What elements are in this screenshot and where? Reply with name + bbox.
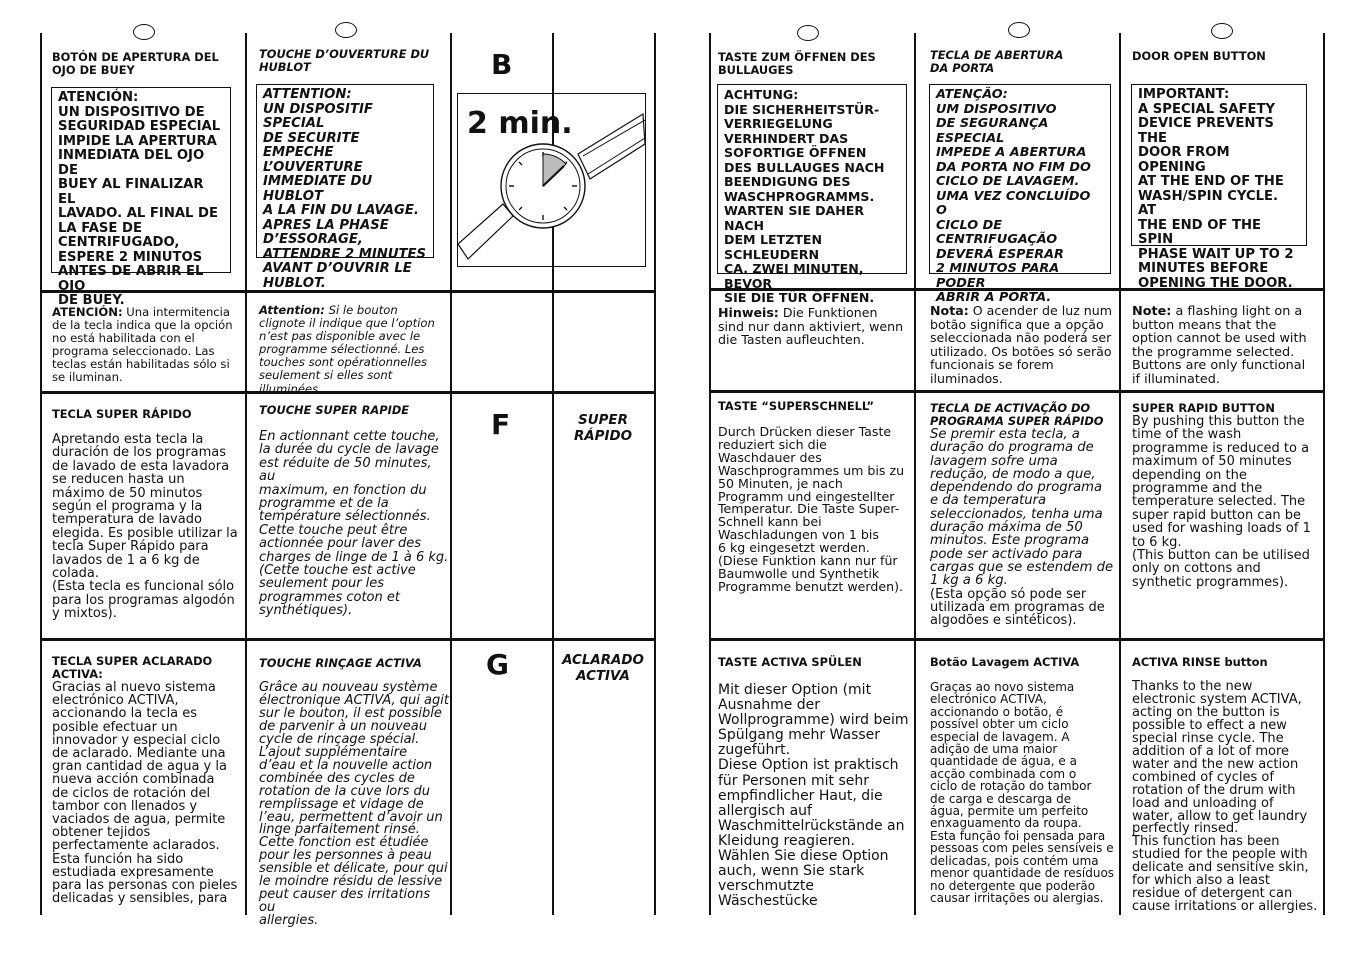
de-super-rapid-heading: TASTE “SUPERSCHNELL” bbox=[718, 399, 874, 413]
en-activa-section bbox=[1132, 656, 1320, 914]
es-super-rapid-text: Apretando esta tecla la duración de los programas de lavado de esta lavadora se reducen hasta un máximo de 50 minutos según el programa y la temperatura de lavado elegida. Es posible utilizar la tecla Super Rápido para lavados de 1 a 6 kg de colada. (Esta tecla es funcional sólo para los programas algodón y mixtos). bbox=[52, 432, 238, 622]
pt-activa-text: Graças ao novo sistema electrónico ACTIVA, accionando o botão, é possível obter um ciclo especial de lavagem. A adição de uma maior quantidade de água, e a acção combinada com o ciclo de rotação do tambor de carga e descarga de água, permite um perfeito enxaguamento da roupa. Esta função foi pensada para pessoas com peles sensíveis e delicadas, pois contém uma menor quantidade de resíduos no detergente que poderão causar irritações ou alergias. bbox=[930, 680, 1115, 905]
activa-rinse-button-label: ACLARADO ACTIVA bbox=[562, 653, 644, 684]
language-marker-circle bbox=[1008, 22, 1030, 38]
watch-icon bbox=[458, 94, 645, 266]
watch-illustration-frame bbox=[457, 93, 646, 267]
language-marker-circle bbox=[1211, 23, 1233, 39]
pt-note-text: O acender de luz num botão significa que a opção seleccionada não poderá ser utilizado. Os botões só serão funcionais se forem iluminados. bbox=[930, 303, 1113, 386]
de-super-rapid-text: Durch Drücken dieser Taste reduziert sich die Waschdauer des Waschprogrammes um bis zu 50 Minuten, je nach Programm und eingestellter Temperatur. Die Taste Super- Schnell kann bei Waschladungen von 1 bis 6 kg eingesetzt werden. (Diese Funktion kann nur für Baumwolle und Synthetik Programme benutzt werden). bbox=[718, 424, 905, 594]
fr-door-warning-box: ATTENTION: UN DISPOSITIF SPECIAL DE SECURITE EMPECHE L’OUVERTURE IMMEDIATE DU HUBLOT A LA FIN DU LAVAGE. APRES LA PHASE D’ESSORAGE, ATTENDRE 2 MINUTES AVANT D’OUVRIR LE HUBLOT. bbox=[256, 84, 434, 258]
button-letter-b: B bbox=[491, 48, 513, 81]
column-divider bbox=[1119, 33, 1121, 915]
fr-note-text: Si le bouton clignote il indique que l’option n’est pas disponible avec le programme sélectionné. Les touches sont opérationnelles seulement si elles sont illuminées. bbox=[259, 303, 435, 396]
de-activa-text: Mit dieser Option (mit Ausnahme der Wollprogramme) wird beim Spülgang mehr Wasser zugeführt. Diese Option ist praktisch für Personen mit sehr empfindlicher Haut, die allergisch auf Waschmittelrückstände an Kleidung reagieren. Wählen Sie diese Option auch, wenn Sie stark verschmutzte Wäschestücke bbox=[718, 682, 909, 910]
es-activa-text: Gracias al nuevo sistema electrónico ACTIVA, accionando la tecla es posible efectuar un innovador y especial ciclo de aclarado. Mediante una gran cantidad de agua y la nueva acción combinada de ciclos de rotación del tambor con llenados y vaciados de agua, permite obtener tejidos perfectamente aclarados. Esta función ha sido estudiada expresamente para las personas con pieles delicadas y sensibles, para bbox=[52, 680, 238, 907]
column-divider bbox=[450, 33, 452, 915]
de-door-heading: TASTE ZUM ÖFFNEN DES BULLAUGES bbox=[718, 50, 876, 77]
fr-activa-heading: TOUCHE RINÇAGE ACTIVA bbox=[259, 656, 422, 670]
pt-activa-section bbox=[930, 656, 1116, 904]
row-divider bbox=[40, 290, 656, 293]
en-activa-text: Thanks to the new electronic system ACTIVA, acting on the button is possible to effect a new special rinse cycle. The addition of a lot of more water and the new action combined of cycles of rotation of the drum with load and unloading of water, allow to get laundry perfectly rinsed. This function has been studied for the people with delicate and sensitive skin, for which also a least residue of detergent can cause irritations or allergies. bbox=[1132, 679, 1318, 915]
de-activa-section bbox=[718, 656, 912, 909]
de-note-label: Hinweis: bbox=[718, 305, 779, 320]
button-letter-g: G bbox=[486, 648, 509, 681]
en-super-rapid-heading: SUPER RAPID BUTTON bbox=[1132, 401, 1275, 415]
column-divider bbox=[1323, 33, 1325, 915]
row-divider bbox=[709, 638, 1325, 641]
es-door-section bbox=[52, 51, 237, 77]
column-divider bbox=[245, 33, 247, 915]
pt-super-rapid-note: (Esta opção só pode ser utilizada em programas de algodões e sintéticos). bbox=[930, 586, 1105, 629]
de-note bbox=[718, 306, 904, 347]
en-door-heading: DOOR OPEN BUTTON bbox=[1132, 49, 1266, 63]
es-door-warning-box: ATENCIÓN: UN DISPOSITIVO DE SEGURIDAD ESPECIAL IMPIDE LA APERTURA INMEDIATA DEL OJO DE BUEY AL FINALIZAR EL LAVADO. AL FINAL DE LA FASE DE CENTRIFUGADO, ESPERE 2 MINUTOS ANTES DE ABRIR EL OJO DE BUEY. bbox=[51, 87, 231, 273]
es-activa-section bbox=[52, 655, 242, 905]
fr-super-rapid-text: En actionnant cette touche, la durée du cycle de lavage est réduite de 50 minutes, au maximum, en fonction du programme et de la température sélectionnés. Cette touche peut être actionnée pour laver des charges de linge de 1 à 6 kg. (Cette touche est active seulement pour les programmes coton et synthétiques). bbox=[259, 429, 449, 619]
column-divider bbox=[914, 33, 916, 915]
es-note bbox=[52, 306, 234, 385]
en-super-rapid-section bbox=[1132, 402, 1320, 589]
column-divider bbox=[654, 33, 656, 915]
fr-note-label: Attention: bbox=[259, 303, 325, 317]
de-activa-heading: TASTE ACTIVA SPÜLEN bbox=[718, 655, 862, 669]
watch-time-label: 2 min. bbox=[467, 106, 573, 141]
es-note-text: Una intermitencia de la tecla indica que la opción no está habilitada con el programa seleccionado. Las teclas están habilitadas sólo si se iluminan. bbox=[52, 305, 233, 385]
es-door-heading: BOTÓN DE APERTURA DEL OJO DE BUEY bbox=[52, 50, 219, 77]
button-letter-f: F bbox=[491, 408, 511, 441]
en-door-warning-box: IMPORTANT: A SPECIAL SAFETY DEVICE PREVENTS THE DOOR FROM OPENING AT THE END OF THE WASH/SPIN CYCLE. AT THE END OF THE SPIN PHASE WAIT UP TO 2 MINUTES BEFORE OPENING THE DOOR. bbox=[1131, 84, 1307, 246]
fr-activa-section bbox=[259, 657, 449, 928]
pt-door-warning-box: ATENÇÃO: UM DISPOSITIVO DE SEGURANÇA ESPECIAL IMPEDE A ABERTURA DA PORTA NO FIM DO CICLO DE LAVAGEM. UMA VEZ CONCLUÍDO O CICLO DE CENTRIFUGAÇÃO DEVERÁ ESPERAR 2 MINUTOS PARA PODER ABRIR A PORTA. bbox=[929, 84, 1111, 274]
en-super-rapid-text: By pushing this button the time of the wash programme is reduced to a maximum of 50 minutes depending on the programme and the temperature selected. The super rapid button can be used for washing loads of 1 to 6 kg. (This button can be utilised only on cottons and synthetic programmes). bbox=[1132, 414, 1311, 590]
de-door-section bbox=[718, 51, 908, 77]
pt-super-rapid-heading: TECLA DE ACTIVAÇÃO DO PROGRAMA SUPER RÁPIDO bbox=[930, 401, 1104, 428]
es-activa-heading: TECLA SUPER ACLARADO ACTIVA: bbox=[52, 654, 213, 681]
en-note-label: Note: bbox=[1132, 304, 1172, 319]
language-marker-circle bbox=[133, 24, 155, 40]
en-note bbox=[1132, 305, 1316, 386]
en-door-section bbox=[1132, 50, 1317, 63]
en-note-text: a flashing light on a button means that the option cannot be used with the programme selected. Buttons are only functional if illuminated. bbox=[1132, 304, 1307, 387]
pt-door-heading: TECLA DE ABERTURA DA PORTA bbox=[930, 48, 1064, 75]
es-super-rapid-heading: TECLA SUPER RÁPIDO bbox=[52, 407, 192, 421]
fr-super-rapid-section bbox=[259, 404, 449, 618]
pt-door-section bbox=[930, 49, 1115, 75]
column-divider bbox=[709, 33, 711, 915]
pt-note bbox=[930, 304, 1114, 386]
en-activa-heading: ACTIVA RINSE button bbox=[1132, 655, 1268, 669]
super-rapid-button-label: SUPER RÁPIDO bbox=[574, 413, 632, 444]
pt-note-label: Nota: bbox=[930, 303, 969, 318]
pt-super-rapid-section bbox=[930, 402, 1116, 628]
de-super-rapid-section bbox=[718, 400, 912, 594]
es-note-label: ATENCIÓN: bbox=[52, 305, 123, 319]
row-divider bbox=[709, 390, 1325, 393]
de-door-warning-box: ACHTUNG: DIE SICHERHEITSTÜR- VERRIEGELUNG VERHINDERT DAS SOFORTIGE ÖFFNEN DES BULLAUGES NACH BEENDIGUNG DES WASCHPROGRAMMS. WARTEN SIE DAHER NACH DEM LETZTEN SCHLEUDERN CA. ZWEI MINUTEN, BEVOR SIE DIE TÜR ÖFFNEN. bbox=[717, 84, 907, 274]
language-marker-circle bbox=[797, 25, 819, 41]
fr-activa-text: Grâce au nouveau système électronique ACTIVA, qui agit sur le bouton, il est possible de parvenir à un nouveau cycle de rinçage spécial. L’ajout supplémentaire d’eau et la nouvelle action combinée des cycles de rotation de la cuve lors du remplissage et vidage de l’eau, permettent d’avoir un linge parfaitement rinsé. Cette fonction est étudiée pour les personnes à peau sensible et délicate, pour qui le moindre résidu de lessive peut causer des irritations ou allergies. bbox=[259, 680, 449, 929]
fr-door-section bbox=[259, 48, 444, 74]
de-note-text: Die Funktionen sind nur dann aktiviert, wenn die Tasten aufleuchten. bbox=[718, 305, 904, 348]
column-divider bbox=[40, 33, 42, 915]
pt-super-rapid-text: Se premir esta tecla, a duração do programa de lavagem sofre uma redução, de modo a que, dependendo do programa e da temperatura seleccionados, tenha uma duração máxima de 50 minutos. Este programa pode ser activado para cargas que se estendem de 1 kg a 6 kg. bbox=[930, 427, 1114, 589]
language-marker-circle bbox=[335, 22, 357, 38]
fr-door-heading: TOUCHE D’OUVERTURE DU HUBLOT bbox=[259, 47, 430, 74]
fr-super-rapid-heading: TOUCHE SUPER RAPIDE bbox=[259, 403, 410, 417]
row-divider bbox=[40, 638, 656, 641]
es-super-rapid-section bbox=[52, 408, 242, 621]
pt-activa-heading: Botão Lavagem ACTIVA bbox=[930, 655, 1080, 669]
fr-note bbox=[259, 304, 441, 396]
